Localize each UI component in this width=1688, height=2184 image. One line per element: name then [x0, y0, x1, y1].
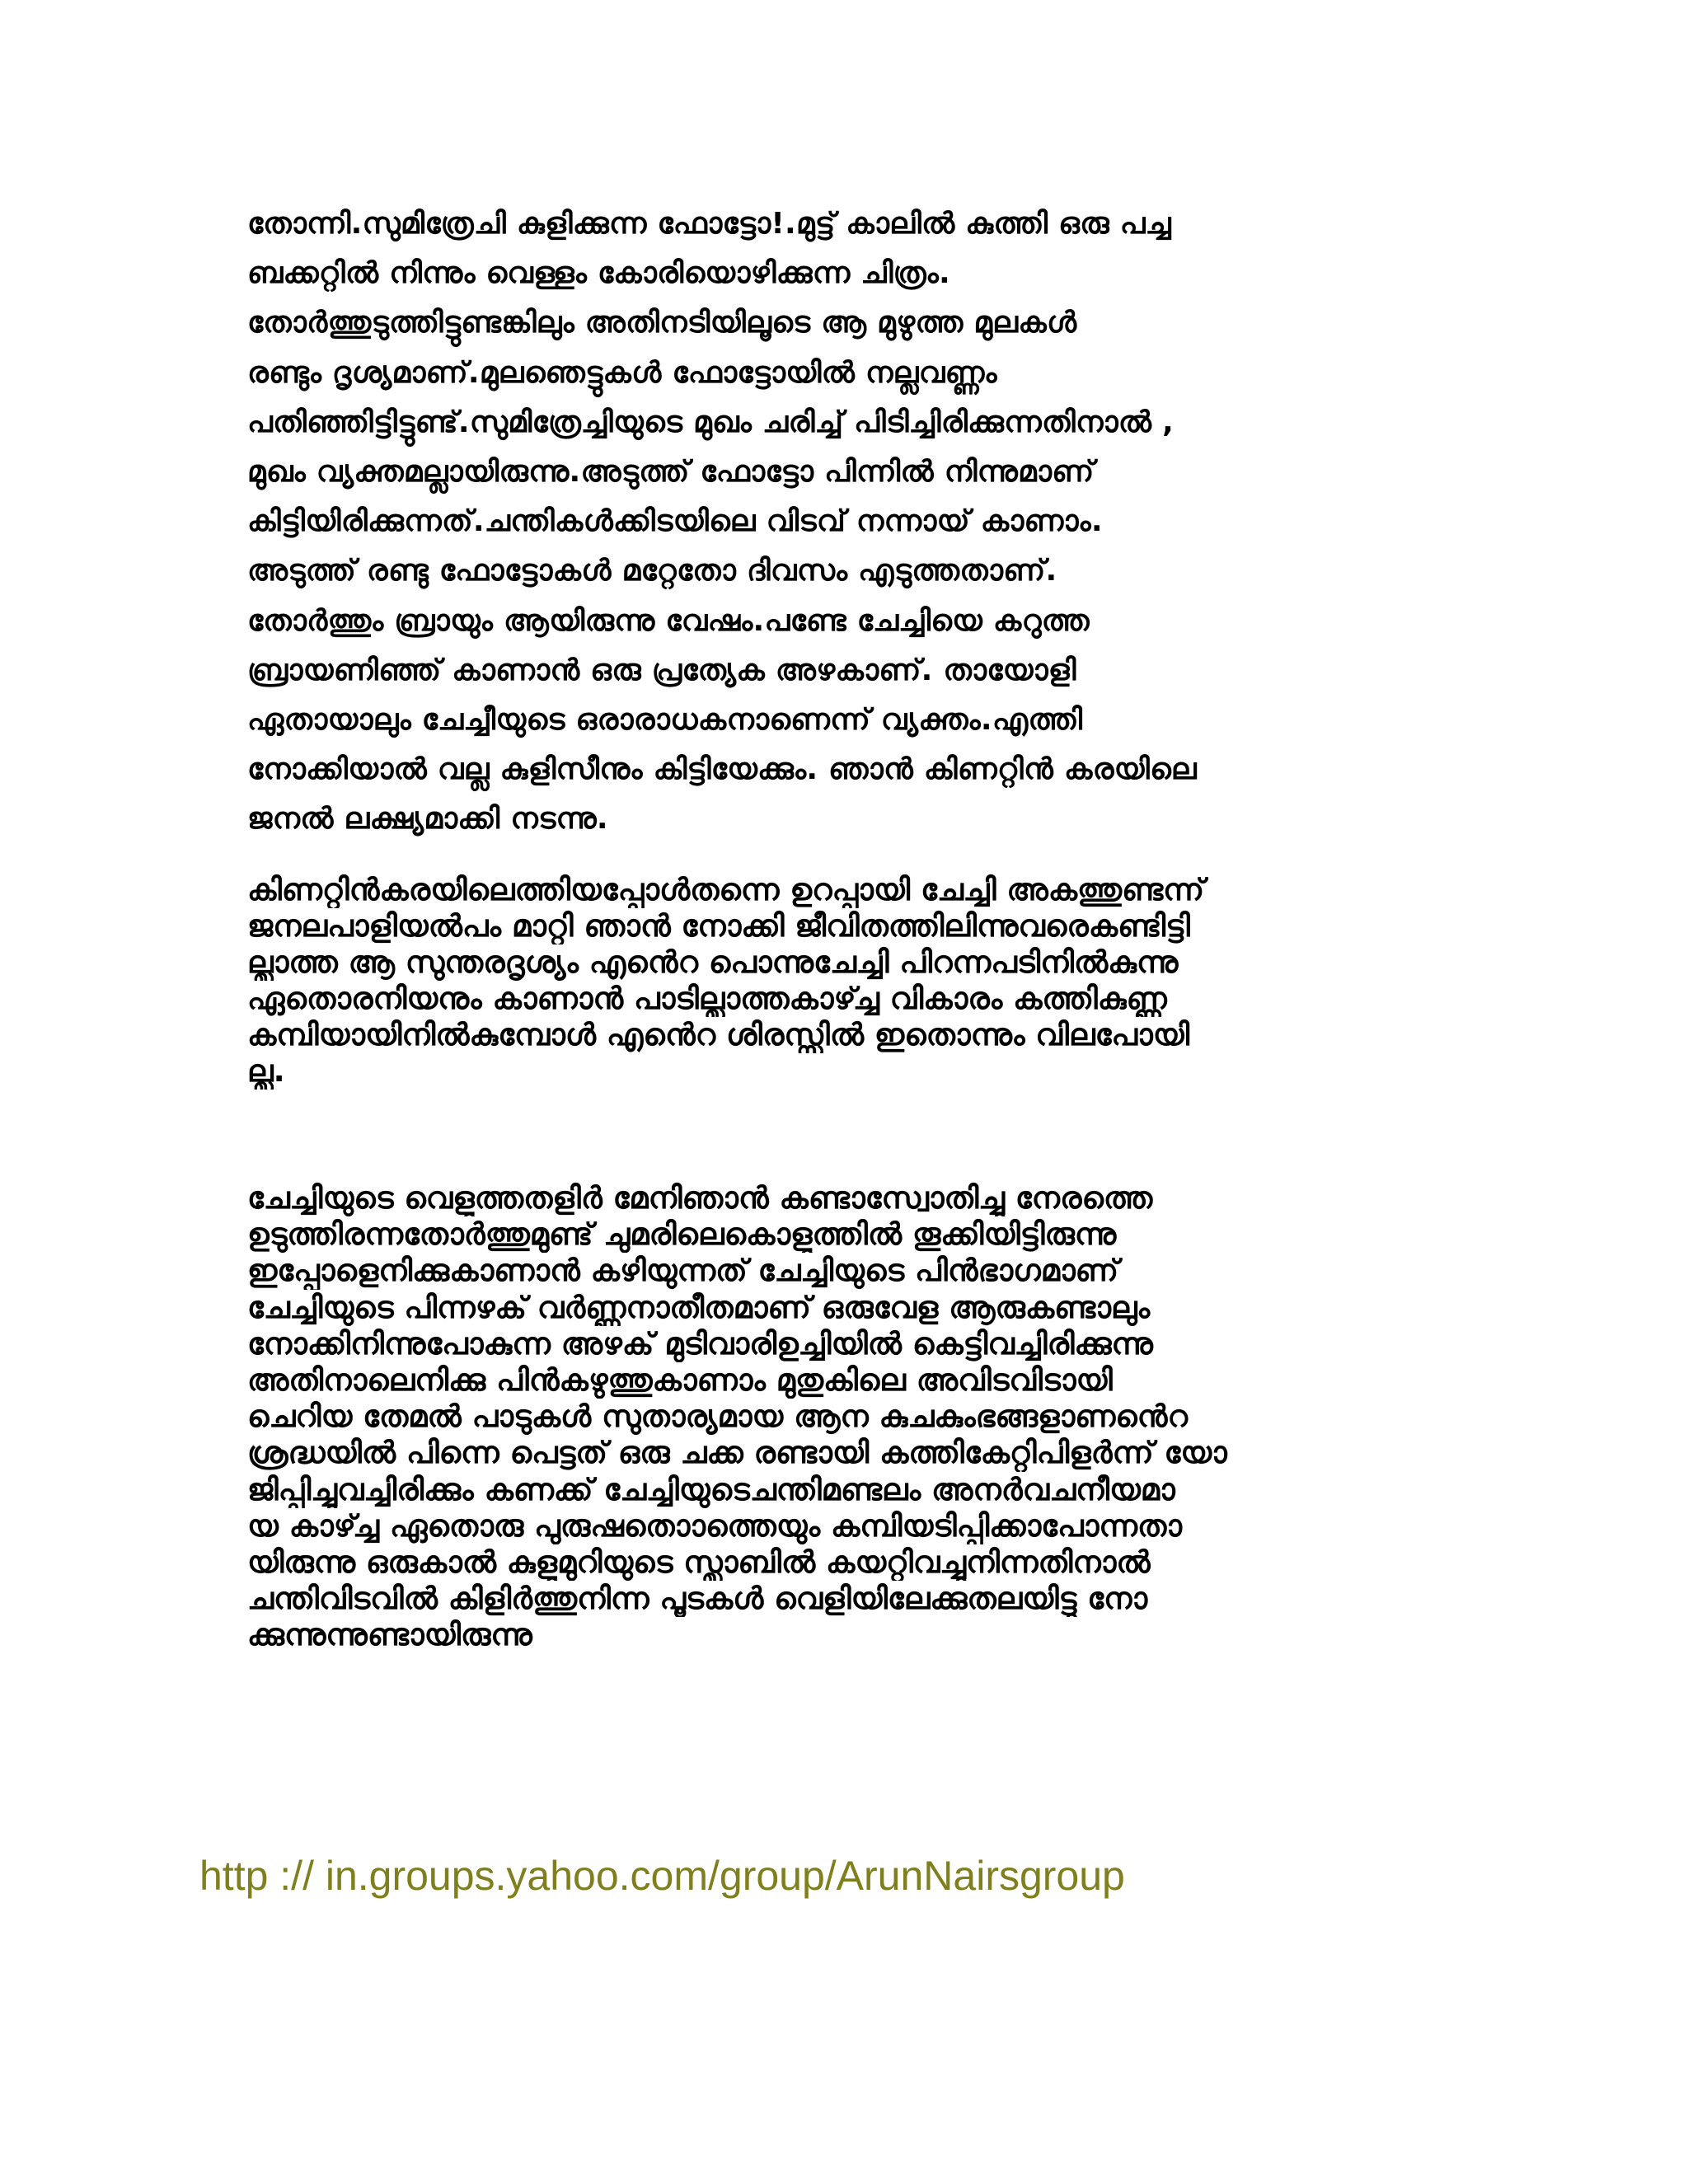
text-line: ബക്കറ്റിൽ നിന്നും വെള്ളം കോരിയൊഴിക്കുന്ന ചിത്രം.	[247, 256, 951, 291]
paragraph-2	[247, 872, 1451, 1090]
text-line: അതിനാലെനിക്കു പിൻകഴുത്തുകാണാം മുതുകിലെ അവിടവിടായി	[247, 1361, 1113, 1398]
text-line: ഉടുത്തിരന്നതോർത്തുമുണ്ട് ചുമരിലെകൊളുത്തിൽ തൂക്കിയിട്ടിരുന്നു	[247, 1216, 1117, 1253]
text-line: തോന്നി.സുമിത്രേചി കുളിക്കുന്ന ഫോട്ടോ!.മുട്ട് കാലിൽ കുത്തി ഒരു പച്ച	[247, 207, 1171, 241]
text-line: നോക്കിനിന്നുപോകുന്ന അഴക് മുടിവാരിഉച്ചിയിൽ കെട്ടിവച്ചിരിക്കുന്നു	[247, 1325, 1153, 1361]
text-line: ശ്രദ്ധയിൽ പിന്നെ പെട്ടത് ഒരു ചക്ക രണ്ടായി കത്തികേറ്റിപിളർന്ന് യോ	[247, 1435, 1227, 1471]
text-line: ഏതൊരനിയനും കാണാൻ പാടില്ലാത്തകാഴ്ച്ച വികാരം കത്തികുണ്ണ	[247, 981, 1167, 1016]
text-line: യ കാഴ്ച്ച ഏതൊരു പുരുഷതൊാത്തെയും കമ്പിയടിപ്പിക്കാപോന്നതാ	[247, 1507, 1182, 1544]
text-line: അടുത്ത് രണ്ടു ഫോട്ടോകൾ മറ്റേതോ ദിവസം എടുത്തതാണ്.	[247, 554, 1057, 588]
text-line: ജനലപാളിയൽപം മാറ്റി ഞാൻ നോക്കി ജീവിതത്തിലിന്നുവരെകണ്ടിട്ടി	[247, 908, 1190, 944]
text-line: ചേച്ചിയുടെ പിന്നഴക് വർണ്ണനാതീതമാണ് ഒരുവേള ആരുകണ്ടാലും	[247, 1289, 1151, 1325]
text-line: കിണറ്റിൻകരയിലെത്തിയപ്പോൾതന്നെ ഉറപ്പായി ചേച്ചി അകത്തുണ്ടന്ന്	[247, 872, 1205, 907]
text-line: കിട്ടിയിരിക്കുന്നത്.ചന്തികൾക്കിടയിലെ വിടവ് നന്നായ് കാണാം.	[247, 504, 1103, 539]
text-line: ക്കുന്നുന്നുണ്ടായിരുന്നു	[247, 1617, 532, 1653]
text-line: തോർത്തും ബ്രായും ആയിരുന്നു വേഷം.പണ്ടേ ചേച്ചിയെ കറുത്ത	[247, 603, 1090, 638]
text-line: ബ്രായണിഞ്ഞ് കാണാൻ ഒരു പ്രത്യേക അഴകാണ്. തായോളി	[247, 653, 1076, 687]
text-line: ചേച്ചിയുടെ വെളുത്തതളിർ മേനിഞാൻ കണ്ടാസ്വോതിച്ചു നേരത്തെ	[247, 1180, 1153, 1216]
text-line: ചന്തിവിടവിൽ കിളിർത്തുനിന്ന പൂടകൾ വെളിയിലേക്കുതലയിട്ടു നോ	[247, 1581, 1148, 1617]
text-line: നോക്കിയാൽ വല്ല കുളിസീനും കിട്ടിയേക്കും. ഞാൻ കിണറ്റിൻ കരയിലെ	[247, 752, 1197, 787]
paragraph-1	[247, 199, 1451, 844]
text-line: ല്ല.	[247, 1053, 285, 1089]
text-line: ചെറിയ തേമൽ പാടുകൾ സുതാര്യമായ ആന കുചകുംഭങ്ങളാണൻെറ	[247, 1399, 1188, 1435]
footer-group-link[interactable]: http :// in.groups.yahoo.com/group/ArunNairsgroup	[199, 1853, 1125, 1899]
text-line: കമ്പിയായിനിൽകുമ്പോൾ എൻെറ ശിരസ്സിൽ ഇതൊന്നും വിലപോയി	[247, 1017, 1190, 1052]
text-line: യിരുന്നു ഒരുകാൽ കുളുമുറിയുടെ സ്ലാബിൽ കയറ്റിവച്ചുനിന്നതിനാൽ	[247, 1544, 1151, 1580]
text-line: രണ്ടും ദൃശ്യമാണ്.മുലഞെട്ടുകൾ ഫോട്ടോയിൽ നല്ലവണ്ണം	[247, 355, 997, 390]
text-line: ഇപ്പോളെനിക്കുകാണാൻ കഴിയുന്നത് ചേച്ചിയുടെ പിൻഭാഗമാണ്	[247, 1253, 1119, 1289]
text-line: ല്ലാത്ത ആ സുന്തരദൃശ്യം എൻെറ പൊന്നുചേച്ചി പിറന്നപടിനിൽകുന്നു	[247, 944, 1179, 980]
text-line: മുഖം വ്യക്തമല്ലായിരുന്നു.അടുത്ത് ഫോട്ടോ പിന്നിൽ നിന്നുമാണ്	[247, 454, 1095, 489]
text-line: തോർത്തുടുത്തിട്ടുണ്ടങ്കിലും അതിനടിയിലൂടെ ആ മുഴുത്ത മുലകൾ	[247, 306, 1077, 340]
text-line: ജിപ്പിച്ചുവച്ചിരിക്കും കണക്ക് ചേച്ചിയുടെചന്തിമണ്ടലം അനർവചനീയമാ	[247, 1471, 1175, 1507]
text-line: ഏതായാലും ചേച്ചീയുടെ ഒരാരാധകനാണെന്ന് വ്യക്തം.എത്തി	[247, 702, 1083, 737]
paragraph-3	[247, 1180, 1451, 1653]
text-line: ജനൽ ലക്ഷ്യമാക്കി നടന്നു.	[247, 802, 608, 837]
text-line: പതിഞ്ഞിട്ടിട്ടുണ്ട്.സുമിത്രേച്ചിയുടെ മുഖം ചരിച്ച് പിടിച്ചിരിക്കുന്നതിനാൽ ,	[247, 405, 1175, 439]
